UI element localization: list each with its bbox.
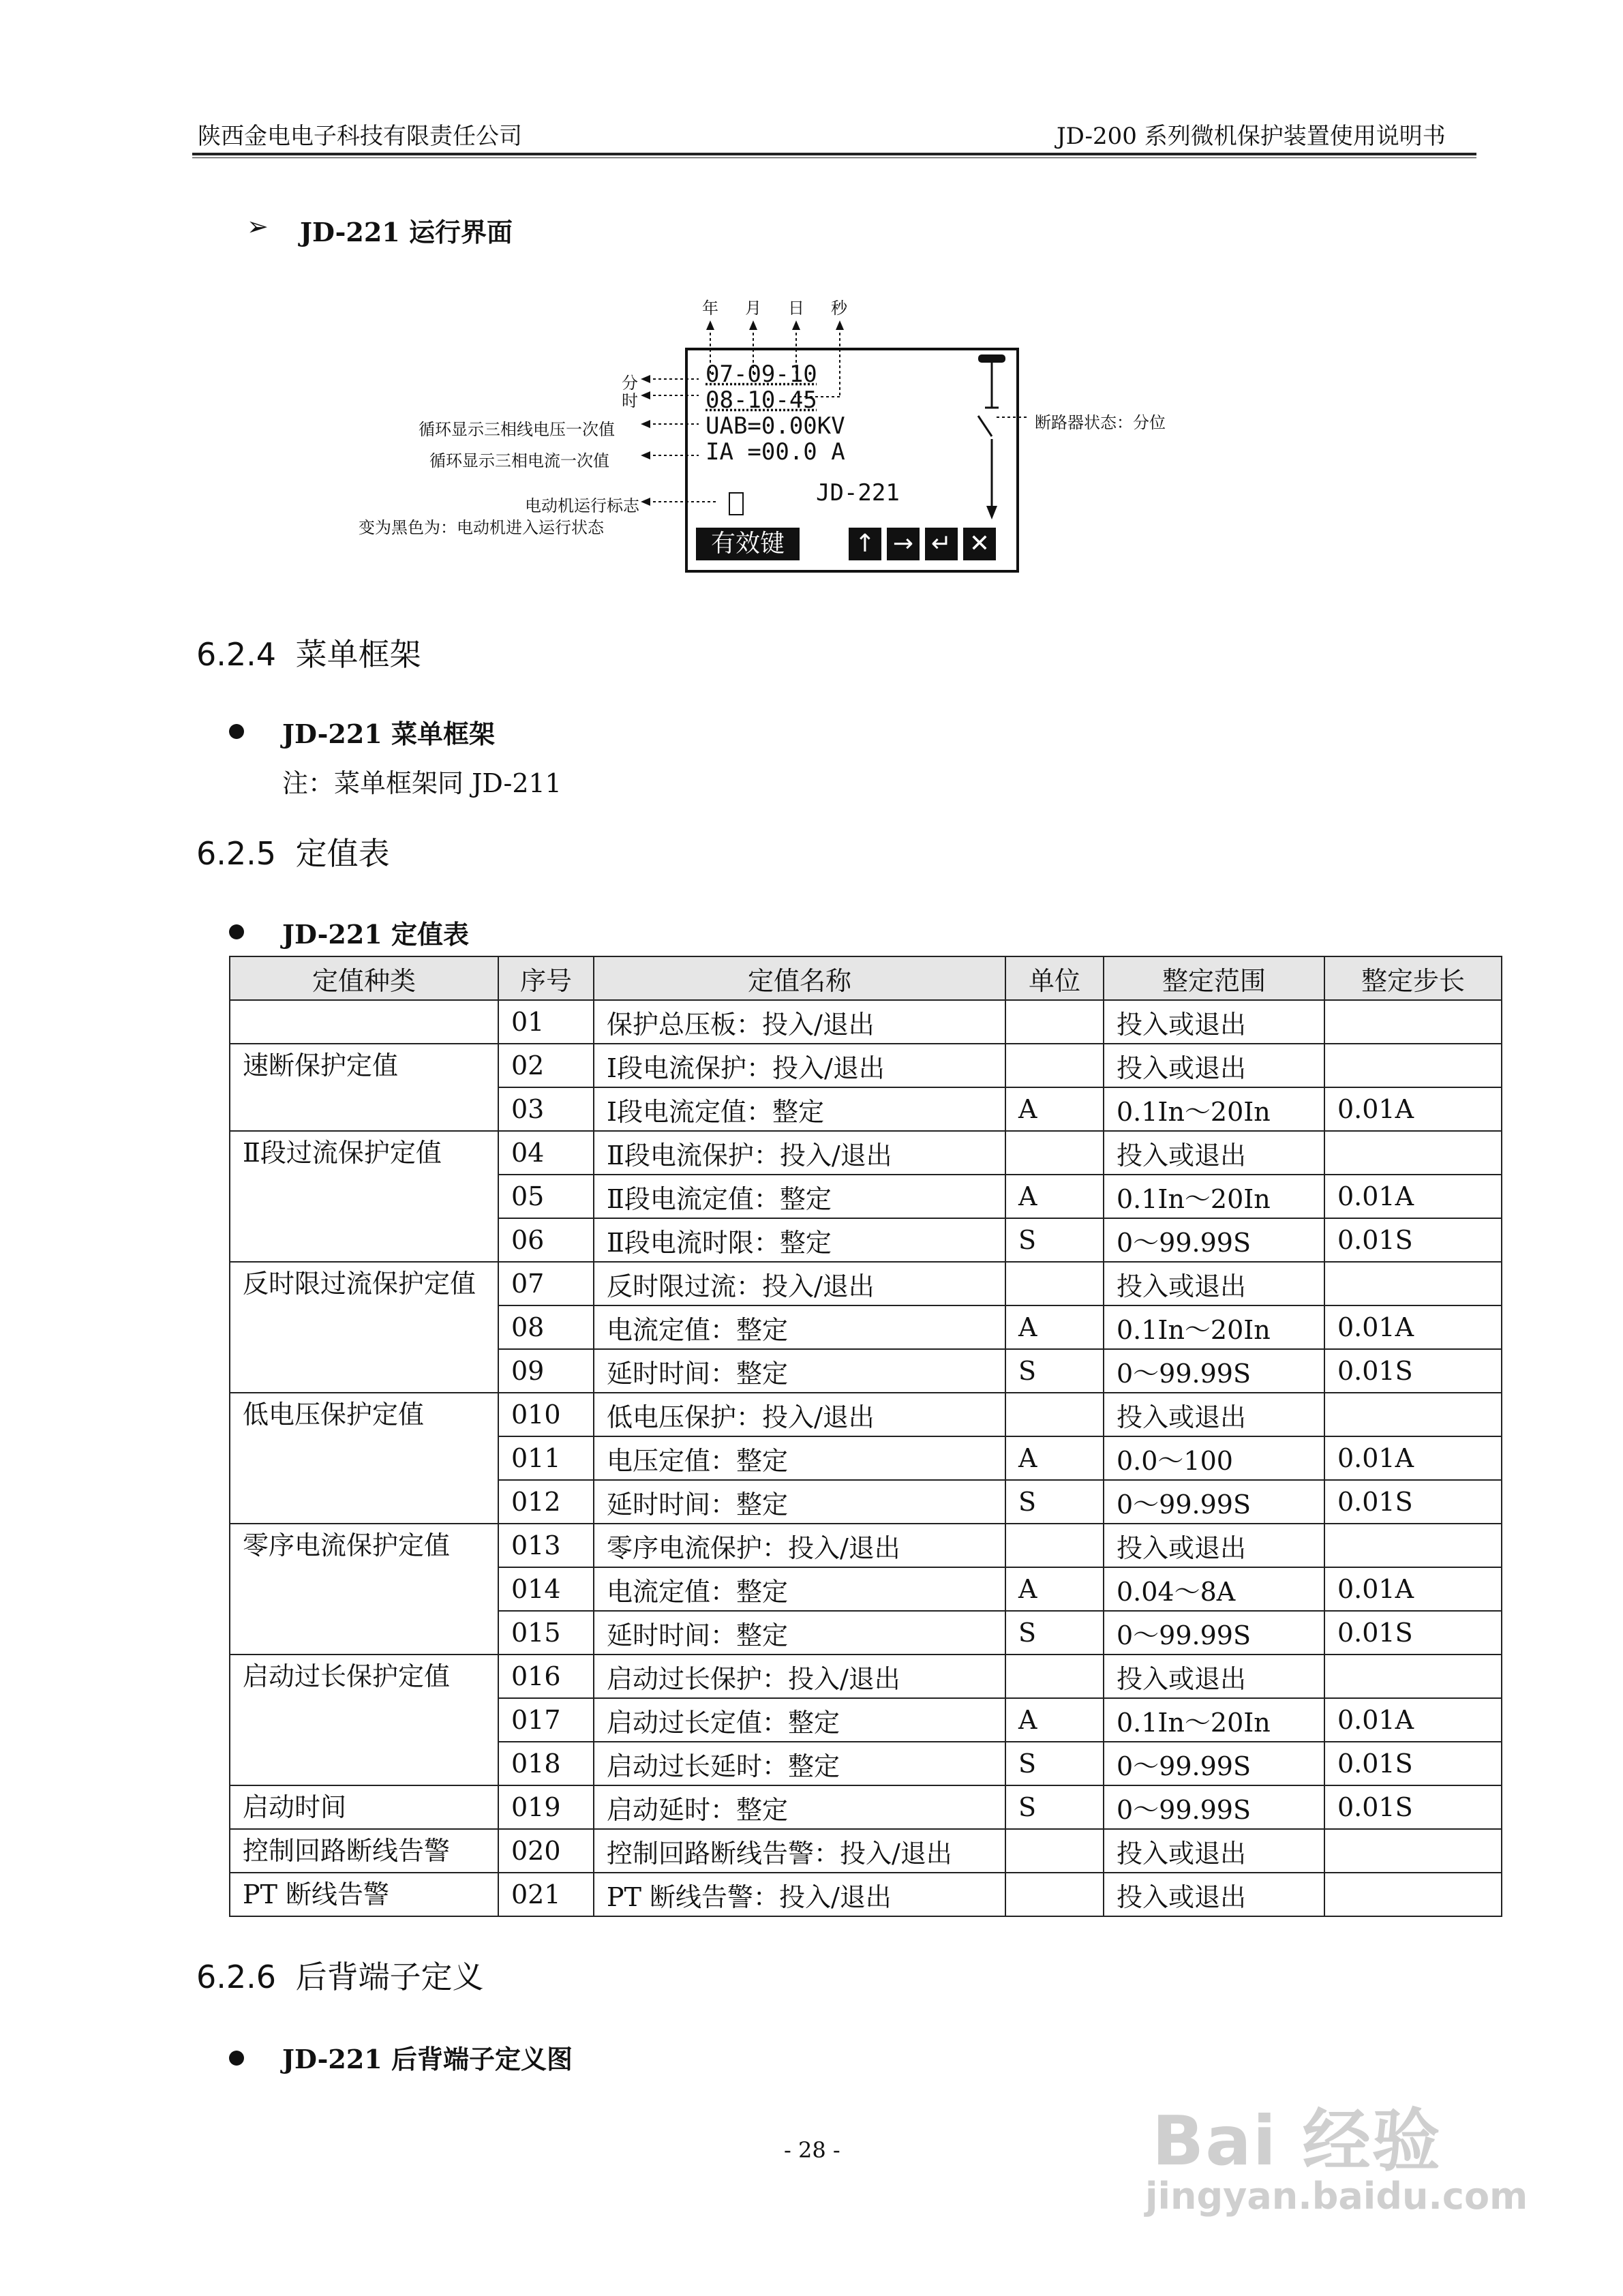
unit-cell [1005, 1262, 1104, 1305]
step-cell: 0.01A [1324, 1305, 1502, 1349]
name-cell: Ⅱ段电流时限：整定 [594, 1218, 1005, 1262]
step-cell: 0.01A [1324, 1087, 1502, 1131]
col-header-index: 序号 [498, 956, 594, 1000]
range-cell: 0.1In～20In [1104, 1087, 1324, 1131]
name-cell: 反时限过流：投入/退出 [594, 1262, 1005, 1305]
menu-frame-bullet: JD-221 菜单框架 [282, 719, 495, 749]
watermark-logo: Bai 经验 [1152, 2101, 1442, 2181]
lcd-screen [685, 348, 1019, 573]
unit-cell: S [1005, 1349, 1104, 1393]
unit-cell: S [1005, 1218, 1104, 1262]
label-year: 年 [702, 299, 718, 318]
section-title: 菜单框架 [295, 636, 421, 673]
table-row [230, 1393, 1502, 1436]
step-cell: 0.01S [1324, 1742, 1502, 1785]
table-row [230, 1829, 1502, 1873]
unit-cell [1005, 1829, 1104, 1873]
category-cell: 控制回路断线告警 [230, 1829, 498, 1873]
table-header-row [230, 956, 1502, 1000]
unit-cell [1005, 1044, 1104, 1087]
step-cell: 0.01S [1324, 1611, 1502, 1655]
unit-cell: A [1005, 1698, 1104, 1742]
unit-cell [1005, 1000, 1104, 1044]
up-arrow-icon[interactable]: ↑ [849, 528, 881, 560]
header-rule-thin [192, 157, 1476, 158]
table-row [230, 1262, 1502, 1305]
softkey-label: 有效键 [710, 530, 785, 558]
range-cell: 0.04～8A [1104, 1567, 1324, 1611]
index-cell: 06 [498, 1218, 594, 1262]
index-cell: 015 [498, 1611, 594, 1655]
label-minute: 分 [622, 374, 638, 393]
lcd-current: IA =00.0 A [706, 438, 845, 466]
step-cell: 0.01S [1324, 1785, 1502, 1829]
index-cell: 03 [498, 1087, 594, 1131]
category-cell: Ⅱ段过流保护定值 [230, 1131, 498, 1262]
index-cell: 013 [498, 1524, 594, 1567]
section-title: 定值表 [295, 835, 390, 872]
table-row [230, 1524, 1502, 1567]
right-arrow-icon[interactable]: → [887, 528, 920, 560]
range-cell: 0.0～100 [1104, 1436, 1324, 1480]
index-cell: 010 [498, 1393, 594, 1436]
range-cell: 0～99.99S [1104, 1218, 1324, 1262]
step-cell [1324, 1524, 1502, 1567]
col-header-step: 整定步长 [1324, 956, 1502, 1000]
section-number: 6.2.4 [196, 636, 277, 673]
bullet-dot [229, 724, 244, 739]
name-cell: Ⅰ段电流定值：整定 [594, 1087, 1005, 1131]
breaker-open-icon [970, 350, 1014, 528]
step-cell [1324, 1000, 1502, 1044]
range-cell: 投入或退出 [1104, 1524, 1324, 1567]
lcd-model: JD-221 [816, 479, 900, 507]
range-cell: 0.1In～20In [1104, 1305, 1324, 1349]
unit-cell [1005, 1393, 1104, 1436]
index-cell: 018 [498, 1742, 594, 1785]
col-header-name: 定值名称 [594, 956, 1005, 1000]
label-current-cycle: 循环显示三相电流一次值 [429, 451, 609, 470]
name-cell: 延时时间：整定 [594, 1349, 1005, 1393]
step-cell: 0.01S [1324, 1218, 1502, 1262]
section-6-2-4 [196, 630, 421, 675]
section-6-2-6 [196, 1952, 484, 1997]
range-cell: 0～99.99S [1104, 1611, 1324, 1655]
close-icon[interactable]: ✕ [963, 528, 996, 560]
step-cell [1324, 1873, 1502, 1916]
table-row [230, 1131, 1502, 1175]
step-cell [1324, 1044, 1502, 1087]
index-cell: 014 [498, 1567, 594, 1611]
index-cell: 07 [498, 1262, 594, 1305]
step-cell [1324, 1393, 1502, 1436]
range-cell: 投入或退出 [1104, 1655, 1324, 1698]
settings-table [229, 956, 1502, 1917]
unit-cell: S [1005, 1785, 1104, 1829]
step-cell: 0.01A [1324, 1436, 1502, 1480]
category-cell: 低电压保护定值 [230, 1393, 498, 1524]
unit-cell: S [1005, 1480, 1104, 1524]
step-cell: 0.01A [1324, 1698, 1502, 1742]
step-cell: 0.01S [1324, 1480, 1502, 1524]
index-cell: 020 [498, 1829, 594, 1873]
enter-icon[interactable]: ↵ [925, 528, 958, 560]
range-cell: 0～99.99S [1104, 1742, 1324, 1785]
lcd-voltage: UAB=0.00KV [706, 412, 845, 440]
range-cell: 投入或退出 [1104, 1044, 1324, 1087]
name-cell: 控制回路断线告警：投入/退出 [594, 1829, 1005, 1873]
name-cell: 电流定值：整定 [594, 1567, 1005, 1611]
header-rule [192, 153, 1476, 155]
step-cell [1324, 1829, 1502, 1873]
category-cell: 启动过长保护定值 [230, 1655, 498, 1785]
step-cell [1324, 1262, 1502, 1305]
table-row [230, 1044, 1502, 1087]
name-cell: 零序电流保护：投入/退出 [594, 1524, 1005, 1567]
name-cell: 启动过长延时：整定 [594, 1742, 1005, 1785]
unit-cell [1005, 1524, 1104, 1567]
name-cell: 电压定值：整定 [594, 1436, 1005, 1480]
label-second: 秒 [831, 299, 847, 318]
unit-cell [1005, 1873, 1104, 1916]
header-manual-title: JD-200 系列微机保护装置使用说明书 [1057, 123, 1446, 150]
unit-cell: A [1005, 1305, 1104, 1349]
range-cell: 投入或退出 [1104, 1873, 1324, 1916]
category-cell [230, 1000, 498, 1044]
name-cell: 启动过长保护：投入/退出 [594, 1655, 1005, 1698]
table-row [230, 1000, 1502, 1044]
category-cell: PT 断线告警 [230, 1873, 498, 1916]
col-header-category: 定值种类 [230, 956, 498, 1000]
motor-run-flag [729, 492, 744, 515]
unit-cell: A [1005, 1175, 1104, 1218]
name-cell: 电流定值：整定 [594, 1305, 1005, 1349]
name-cell: 启动延时：整定 [594, 1785, 1005, 1829]
label-voltage-cycle: 循环显示三相线电压一次值 [419, 420, 615, 439]
name-cell: 低电压保护：投入/退出 [594, 1393, 1005, 1436]
unit-cell [1005, 1655, 1104, 1698]
range-cell: 投入或退出 [1104, 1131, 1324, 1175]
table-row [230, 1785, 1502, 1829]
index-cell: 012 [498, 1480, 594, 1524]
range-cell: 0.1In～20In [1104, 1175, 1324, 1218]
col-header-unit: 单位 [1005, 956, 1104, 1000]
name-cell: Ⅰ段电流保护：投入/退出 [594, 1044, 1005, 1087]
bullet-dot [229, 924, 244, 939]
index-cell: 021 [498, 1873, 594, 1916]
step-cell [1324, 1655, 1502, 1698]
index-cell: 01 [498, 1000, 594, 1044]
menu-frame-note: 注：菜单框架同 JD-211 [282, 768, 562, 798]
index-cell: 09 [498, 1349, 594, 1393]
range-cell: 投入或退出 [1104, 1262, 1324, 1305]
header-company: 陕西金电电子科技有限责任公司 [198, 123, 522, 150]
label-hour: 时 [622, 391, 638, 410]
index-cell: 011 [498, 1436, 594, 1480]
unit-cell: A [1005, 1087, 1104, 1131]
range-cell: 投入或退出 [1104, 1000, 1324, 1044]
section-number: 6.2.6 [196, 1959, 277, 1995]
lcd-date: 07-09-10 [706, 361, 817, 388]
section-number: 6.2.5 [196, 835, 277, 872]
step-cell: 0.01A [1324, 1567, 1502, 1611]
index-cell: 04 [498, 1131, 594, 1175]
index-cell: 017 [498, 1698, 594, 1742]
watermark-url: jingyan.baidu.com [1145, 2175, 1528, 2218]
label-day: 日 [788, 299, 804, 318]
name-cell: PT 断线告警：投入/退出 [594, 1873, 1005, 1916]
step-cell: 0.01A [1324, 1175, 1502, 1218]
category-cell: 零序电流保护定值 [230, 1524, 498, 1655]
softkey-valid[interactable] [696, 528, 800, 560]
step-cell: 0.01S [1324, 1349, 1502, 1393]
label-month: 月 [745, 299, 761, 318]
label-motor-running: 变为黑色为：电动机进入运行状态 [359, 518, 604, 537]
unit-cell [1005, 1131, 1104, 1175]
section-6-2-5 [196, 829, 390, 874]
range-cell: 投入或退出 [1104, 1393, 1324, 1436]
section-title: 后背端子定义 [295, 1959, 484, 1995]
range-cell: 投入或退出 [1104, 1829, 1324, 1873]
unit-cell: S [1005, 1742, 1104, 1785]
name-cell: Ⅱ段电流定值：整定 [594, 1175, 1005, 1218]
name-cell: 延时时间：整定 [594, 1480, 1005, 1524]
name-cell: Ⅱ段电流保护：投入/退出 [594, 1131, 1005, 1175]
table-row [230, 1873, 1502, 1916]
index-cell: 05 [498, 1175, 594, 1218]
range-cell: 0.1In～20In [1104, 1698, 1324, 1742]
unit-cell: A [1005, 1567, 1104, 1611]
settings-table-bullet: JD-221 定值表 [282, 919, 469, 950]
name-cell: 延时时间：整定 [594, 1611, 1005, 1655]
page-number: - 28 - [784, 2137, 840, 2163]
category-cell: 速断保护定值 [230, 1044, 498, 1131]
label-breaker-status: 断路器状态：分位 [1035, 413, 1166, 432]
category-cell: 启动时间 [230, 1785, 498, 1829]
name-cell: 保护总压板：投入/退出 [594, 1000, 1005, 1044]
index-cell: 02 [498, 1044, 594, 1087]
arrow-bullet-icon: ➢ [247, 211, 269, 241]
range-cell: 0～99.99S [1104, 1480, 1324, 1524]
table-row [230, 1655, 1502, 1698]
bullet-dot [229, 2051, 244, 2066]
index-cell: 019 [498, 1785, 594, 1829]
run-interface-title: JD-221 运行界面 [300, 217, 513, 247]
index-cell: 08 [498, 1305, 594, 1349]
category-cell: 反时限过流保护定值 [230, 1262, 498, 1393]
step-cell [1324, 1131, 1502, 1175]
range-cell: 0～99.99S [1104, 1349, 1324, 1393]
lcd-time: 08-10-45 [706, 387, 817, 414]
terminal-diagram-bullet: JD-221 后背端子定义图 [282, 2044, 573, 2074]
label-motor-flag: 电动机运行标志 [525, 496, 639, 515]
name-cell: 启动过长定值：整定 [594, 1698, 1005, 1742]
col-header-range: 整定范围 [1104, 956, 1324, 1000]
unit-cell: S [1005, 1611, 1104, 1655]
unit-cell: A [1005, 1436, 1104, 1480]
index-cell: 016 [498, 1655, 594, 1698]
range-cell: 0～99.99S [1104, 1785, 1324, 1829]
